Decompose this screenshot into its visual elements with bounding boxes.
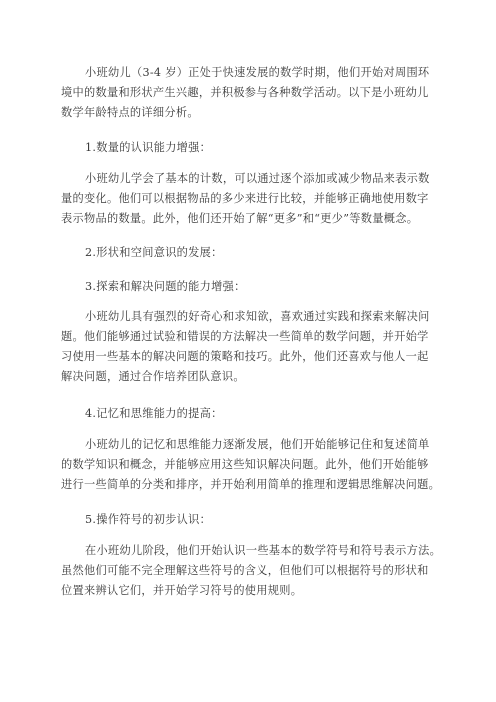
section-heading: 4.记忆和思维能力的提高： xyxy=(85,407,223,420)
text-line: 在小班幼儿阶段，他们开始认识一些基本的数学符号和符号表示方法。 xyxy=(85,544,442,557)
text-line: 位置来辨认它们，并开始学习符号的使用规则。 xyxy=(61,584,303,597)
section-heading: 1.数量的认识能力增强： xyxy=(85,141,212,154)
text-line: 量的变化。他们可以根据物品的多少来进行比较，并能够正确地使用数字 xyxy=(61,192,429,205)
text-line: 小班幼儿的记忆和思维能力逐渐发展，他们开始能够记住和复述简单 xyxy=(85,438,430,451)
intro-paragraph xyxy=(61,63,441,123)
text-line: 虽然他们可能不完全理解这些符号的含义，但他们可以根据符号的形状和 xyxy=(61,564,429,577)
text-line: 小班幼儿学会了基本的计数，可以通过逐个添加或减少物品来表示数 xyxy=(85,172,430,185)
section-heading: 2.形状和空间意识的发展： xyxy=(85,246,223,259)
text-line: 表示物品的数量。此外，他们还开始了解“更多”和“更少”等数量概念。 xyxy=(61,212,419,225)
text-line: 小班幼儿具有强烈的好奇心和求知欲，喜欢通过实践和探索来解决问 xyxy=(85,310,430,323)
section-2-heading xyxy=(61,243,441,263)
section-3-heading xyxy=(61,277,441,297)
section-4-heading xyxy=(61,404,441,424)
section-3-paragraph xyxy=(61,307,441,387)
text-line: 题。他们能够通过试验和错误的方法解决一些简单的数学问题，并开始学 xyxy=(61,330,429,343)
text-line: 数学年龄特点的详细分析。 xyxy=(61,106,199,119)
section-5-heading xyxy=(61,510,441,530)
section-4-paragraph xyxy=(61,435,441,495)
text-line: 的数学知识和概念，并能够应用这些知识解决问题。此外，他们开始能够 xyxy=(61,458,429,471)
section-1-heading xyxy=(61,138,441,158)
text-line: 小班幼儿（3-4 岁）正处于快速发展的数学时期，他们开始对周围环 xyxy=(85,66,430,79)
section-1-paragraph xyxy=(61,169,441,229)
section-heading: 3.探索和解决问题的能力增强： xyxy=(85,280,246,293)
text-line: 进行一些简单的分类和排序，并开始利用简单的推理和逻辑思维解决问题。 xyxy=(61,478,441,491)
text-line: 解决问题，通过合作培养团队意识。 xyxy=(61,370,245,383)
section-5-paragraph xyxy=(61,541,441,601)
text-line: 境中的数量和形状产生兴趣，并积极参与各种数学活动。以下是小班幼儿 xyxy=(61,86,429,99)
section-heading: 5.操作符号的初步认识： xyxy=(85,513,212,526)
text-line: 习使用一些基本的解决问题的策略和技巧。此外，他们还喜欢与他人一起 xyxy=(61,350,429,363)
